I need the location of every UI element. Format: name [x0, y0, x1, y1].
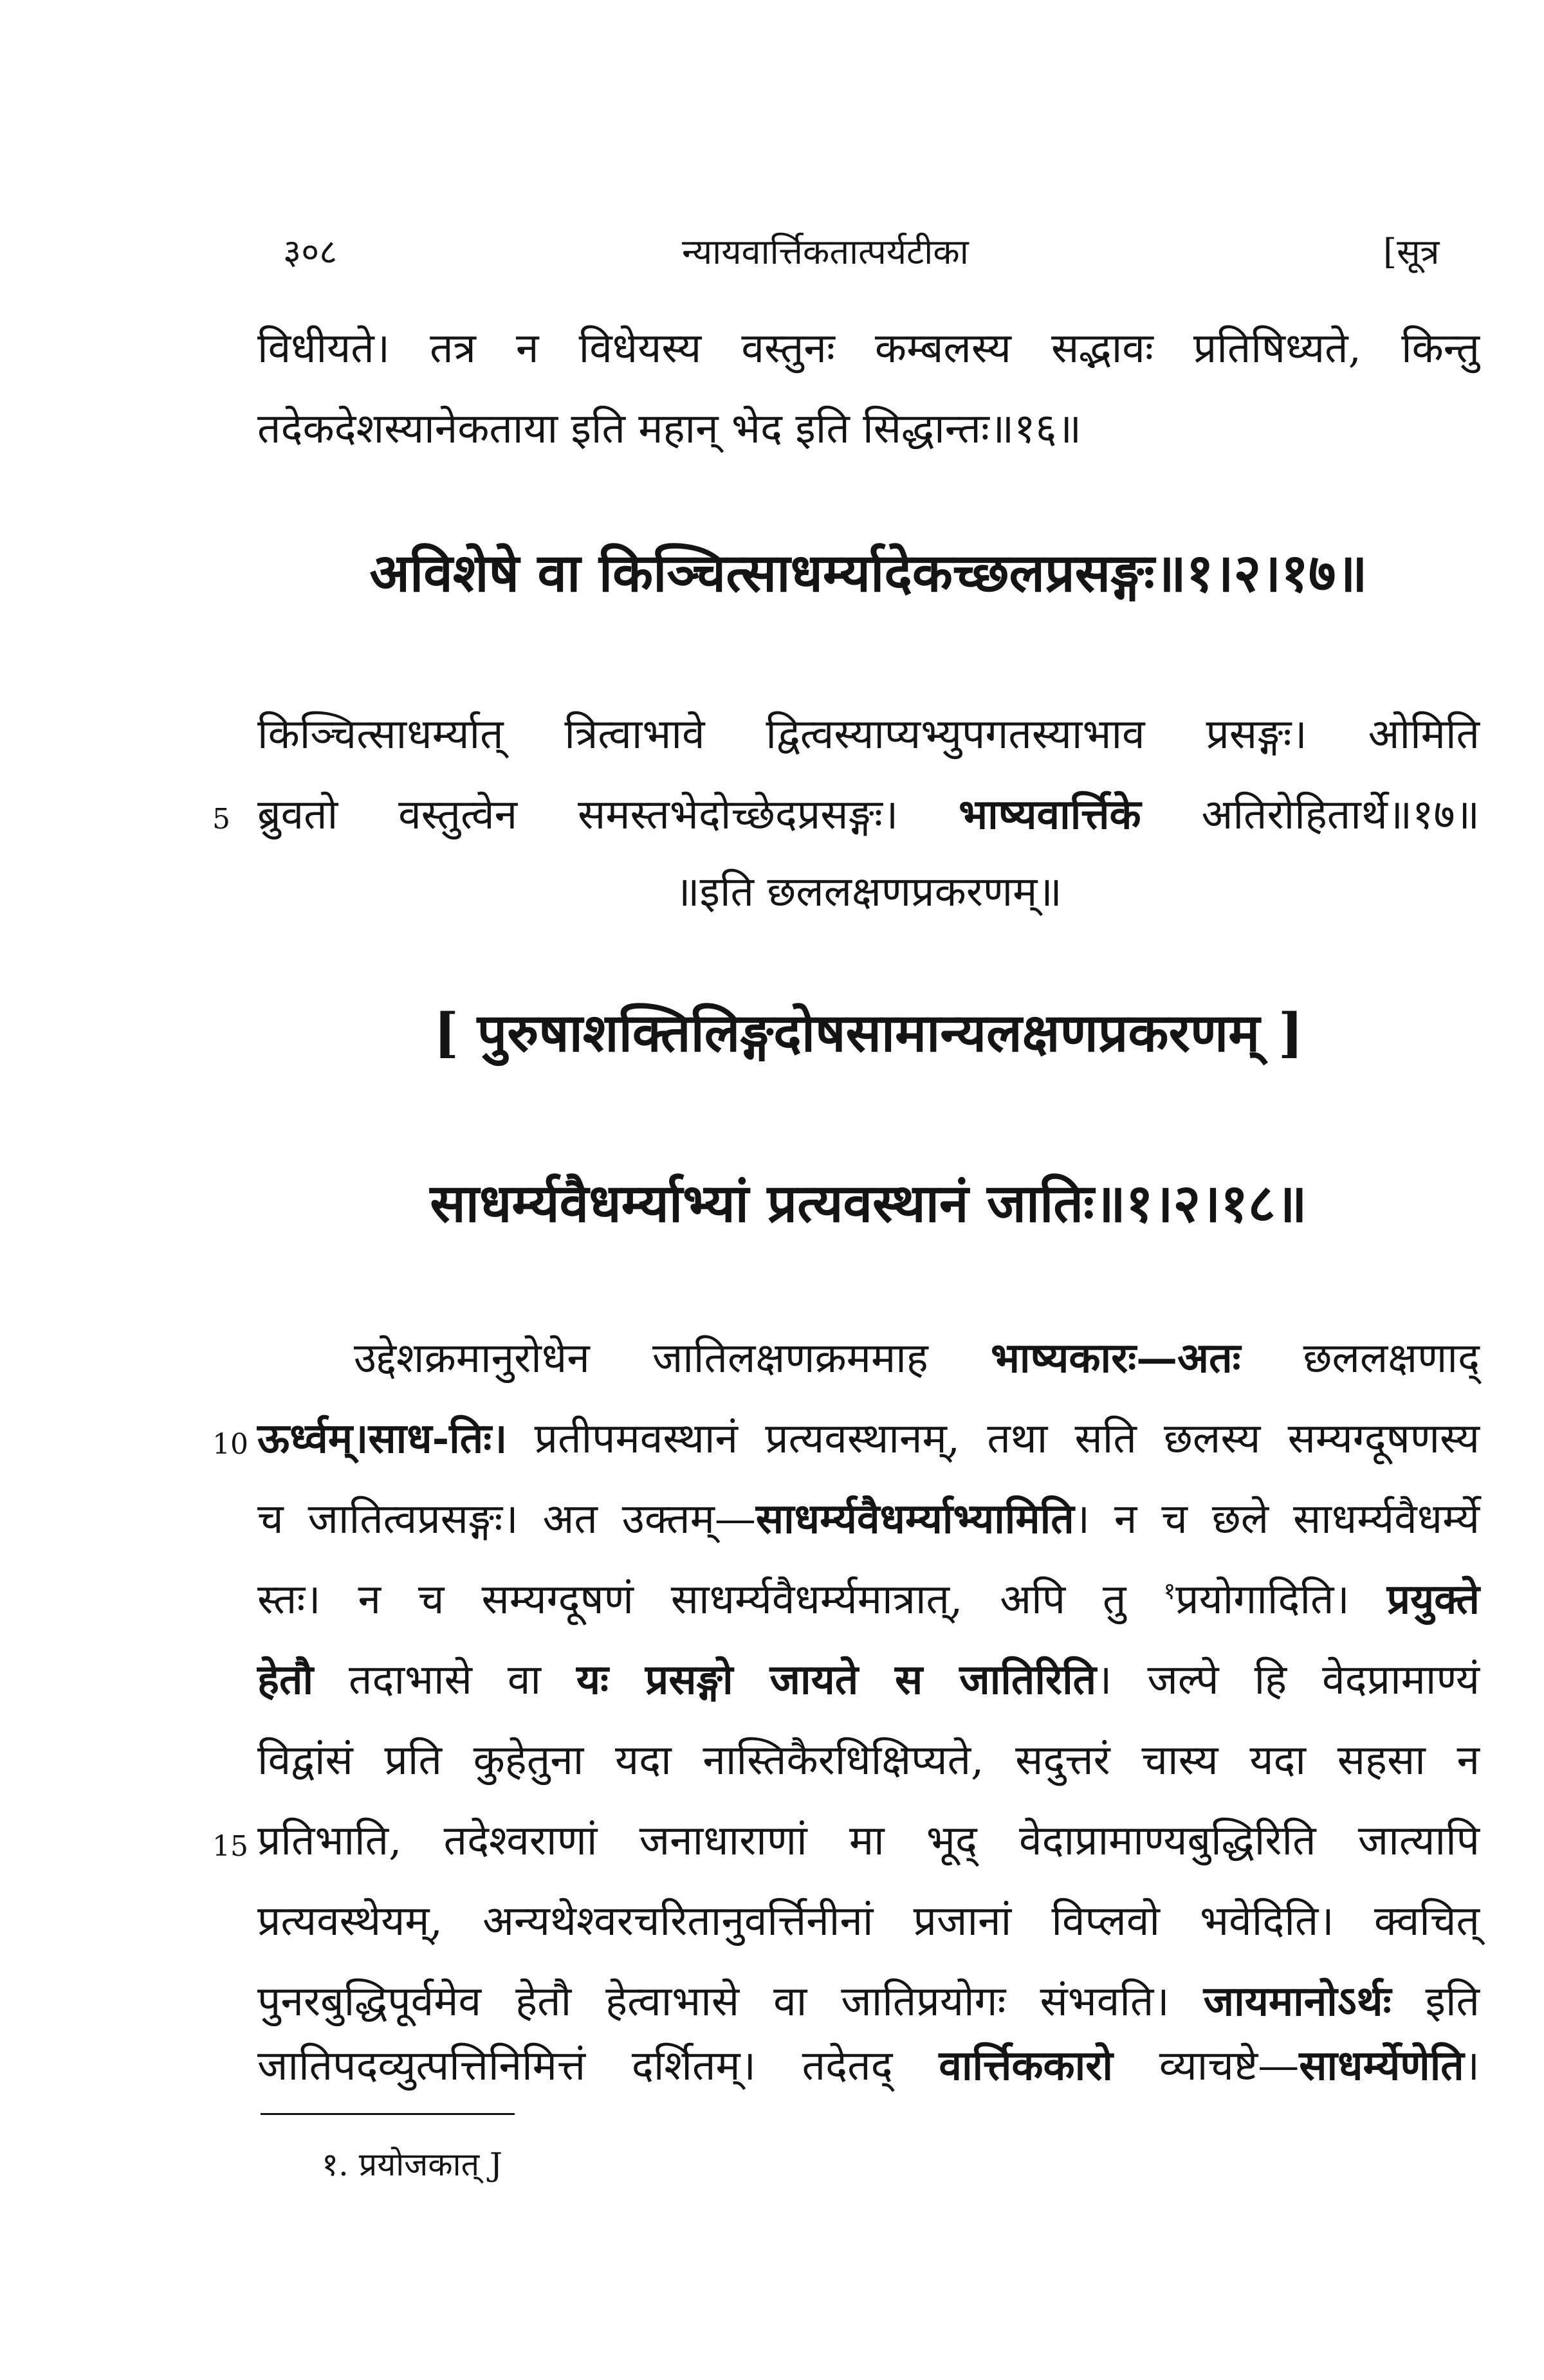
paragraph-line: हेतौ तदाभासे वा यः प्रसङ्गो जायते स जातिरिति। जल्पे हि वेदप्रामाण्यं	[257, 1656, 1480, 1704]
line-number: 10	[212, 1428, 248, 1461]
paragraph-line: प्रतिभाति, तदेश्वराणां जनाधाराणां मा भूद् वेदाप्रामाण्यबुद्धिरिति जात्यापि	[257, 1817, 1480, 1865]
line-number: 15	[212, 1830, 248, 1863]
paragraph-line: स्तः। न च सम्यग्दूषणं साधर्म्यवैधर्म्यमात्रात्, अपि तु $^१$प्रयोगादिति। प्रयुक्ते	[257, 1575, 1480, 1624]
paragraph-line: किञ्चित्साधर्म्यात् त्रित्वाभावे द्वित्वस्याप्यभ्युपगतस्याभाव प्रसङ्गः। ओमिति	[257, 711, 1480, 758]
paragraph-line: ऊर्ध्वम्।साध-तिः। प्रतीपमवस्थानं प्रत्यवस्थानम्, तथा सति छलस्य सम्यग्दूषणस्य	[257, 1414, 1480, 1463]
paragraph-line: प्रत्यवस्थेयम्, अन्यथेश्वरचरितानुवर्त्तिनीनां प्रजानां विप्लवो भवेदिति। क्वचित्	[257, 1898, 1480, 1945]
paragraph-line: पुनरबुद्धिपूर्वमेव हेतौ हेत्वाभासे वा जातिप्रयोगः संभवति। जायमानोऽर्थः इति	[257, 1977, 1480, 2026]
footnote-rule	[261, 2113, 515, 2115]
footnote: १. प्रयोजकात् J	[322, 2146, 503, 2183]
paragraph-line: तदेकदेशस्यानेकताया इति महान् भेद इति सिद्धान्तः॥१६॥	[257, 405, 1082, 453]
page-number: ३०८	[283, 232, 338, 272]
sutra-verse: अविशेषे वा किञ्चित्साधर्म्यादेकच्छलप्रसङ्गः॥१।२।१७॥	[369, 542, 1368, 604]
section-end-marker: ॥इति छललक्षणप्रकरणम्॥	[675, 868, 1062, 916]
paragraph-line: विधीयते। तत्र न विधेयस्य वस्तुनः कम्बलस्य सद्भावः प्रतिषिध्यते, किन्तु	[257, 325, 1480, 372]
sutra-verse: साधर्म्यवैधर्म्याभ्यां प्रत्यवस्थानं जातिः॥१।२।१८॥	[430, 1173, 1307, 1234]
paragraph-line: च जातित्वप्रसङ्गः। अत उक्तम्—साधर्म्यवैधर्म्याभ्यामिति। न च छले साधर्म्यवैधर्म्ये	[257, 1495, 1480, 1543]
paragraph-line: जातिपदव्युत्पत्तिनिमित्तं दर्शितम्। तदेतद् वार्त्तिककारो व्याचष्टे—साधर्म्येणेति।	[257, 2042, 1480, 2090]
section-heading: [ पुरुषाशक्तिलिङ्गदोषसामान्यलक्षणप्रकरणम् ]	[434, 1002, 1303, 1064]
running-title: न्यायवार्त्तिकतात्पर्यटीका	[682, 232, 969, 272]
paragraph-line: उद्देशक्रमानुरोधेन जातिलक्षणक्रममाह भाष्यकारः—अतः छललक्षणाद्	[354, 1334, 1480, 1382]
line-number: 5	[212, 803, 230, 836]
paragraph-line: ब्रुवतो वस्तुत्वेन समस्तभेदोच्छेदप्रसङ्गः। भाष्यवार्त्तिके अतिरोहितार्थे॥१७॥	[257, 791, 1480, 839]
paragraph-line: विद्वांसं प्रति कुहेतुना यदा नास्तिकैरधिक्षिप्यते, सदुत्तरं चास्य यदा सहसा न	[257, 1737, 1480, 1784]
running-section: [सूत्र	[1383, 232, 1440, 272]
